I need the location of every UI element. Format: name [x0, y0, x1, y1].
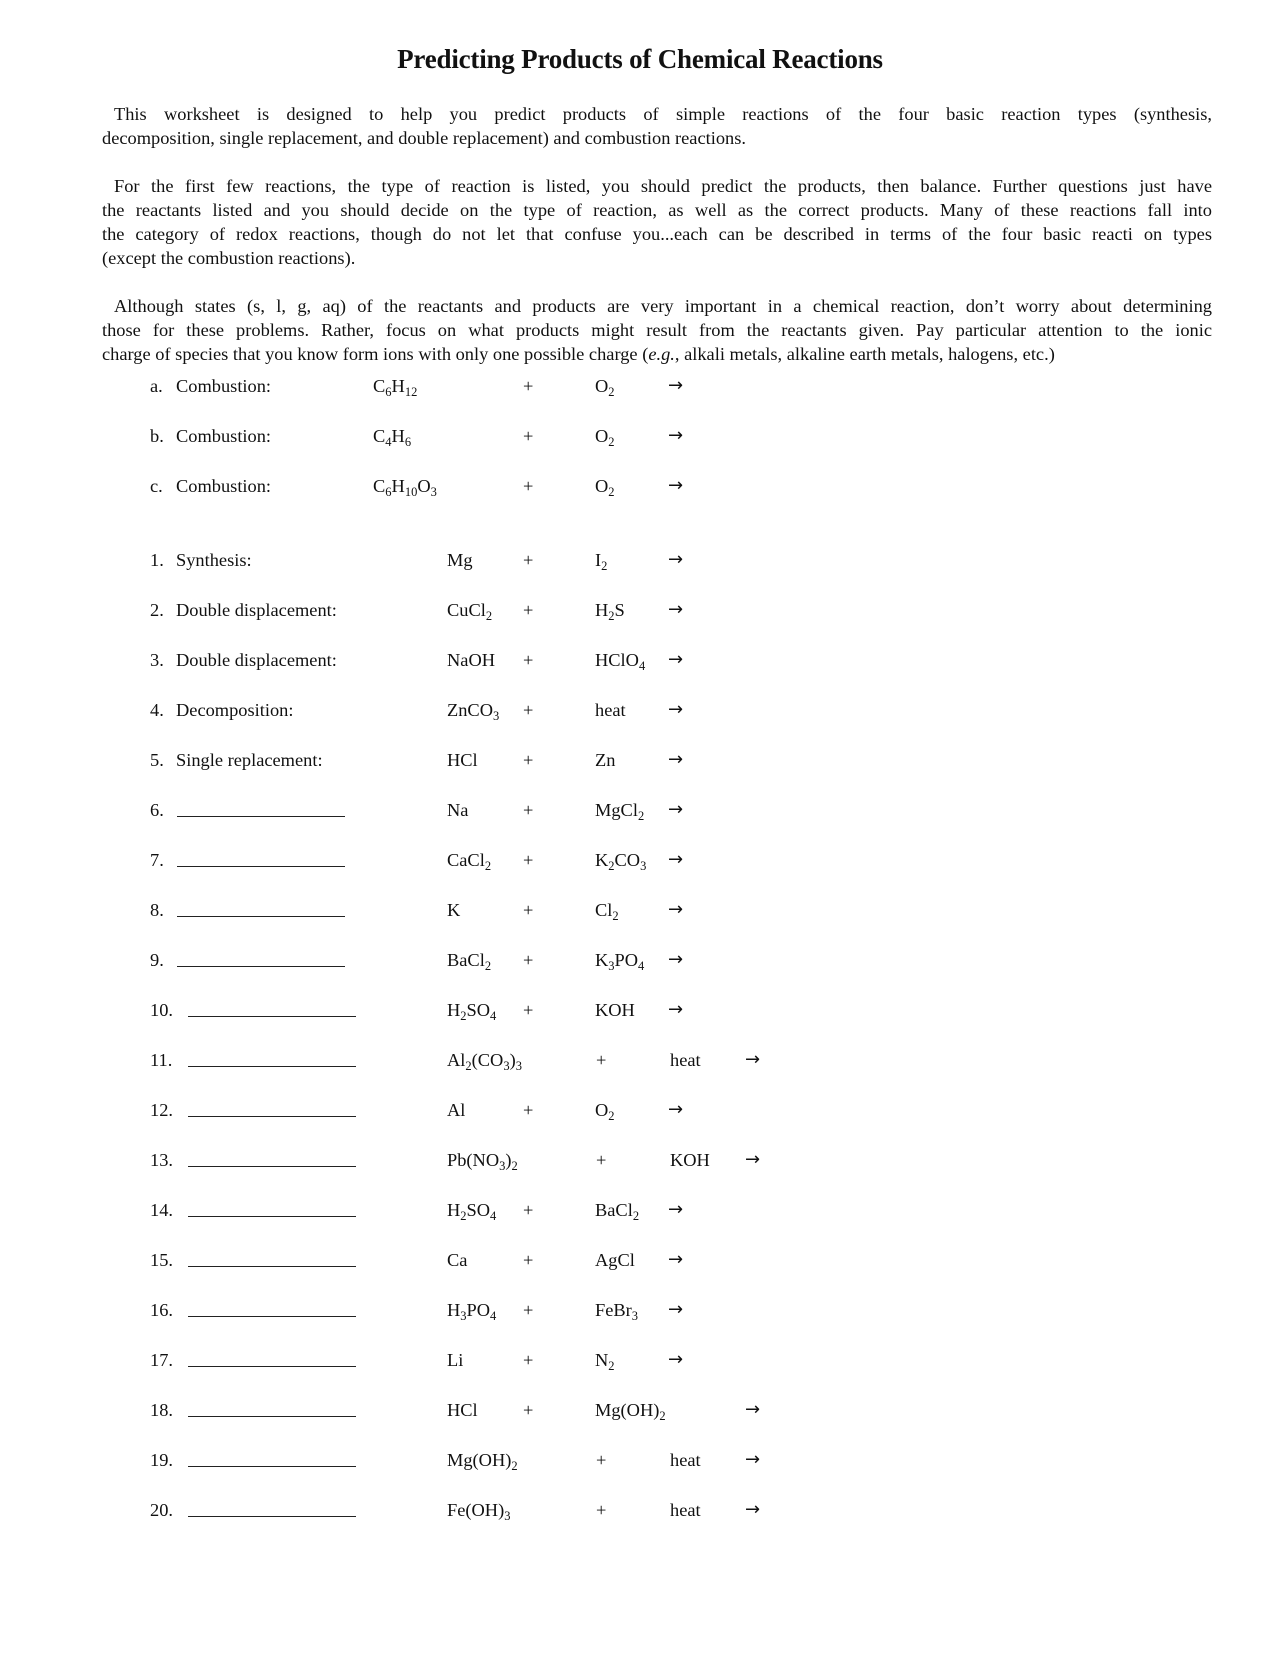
reaction-row — [0, 1446, 1280, 1474]
reactant-2: KOH — [595, 1000, 635, 1020]
plus-sign: + — [523, 1300, 534, 1320]
yields-arrow-icon: → — [668, 799, 684, 820]
reactant-1: $C_6H_{10}O_3$ — [373, 476, 437, 499]
reactant-2: $O_2$ — [595, 376, 615, 399]
question-number: 14. — [150, 1200, 173, 1220]
plus-sign: + — [523, 700, 534, 720]
reaction-type-answer-blank[interactable] — [188, 996, 356, 1017]
reaction-type-answer-blank[interactable] — [188, 1246, 356, 1267]
reaction-row — [0, 1046, 1280, 1074]
question-number: 17. — [150, 1350, 173, 1370]
question-number: 1. — [150, 550, 164, 570]
reactant-2: Zn — [595, 750, 616, 770]
yields-arrow-icon: → — [668, 549, 684, 570]
question-number: b. — [150, 426, 164, 446]
question-number: a. — [150, 376, 163, 396]
question-number: 4. — [150, 700, 164, 720]
yields-arrow-icon: → — [668, 599, 684, 620]
reactant-1: K — [447, 900, 461, 920]
reaction-row — [0, 372, 1280, 400]
reaction-type-answer-blank[interactable] — [188, 1096, 356, 1117]
reaction-row — [0, 1246, 1280, 1274]
yields-arrow-icon: → — [745, 1449, 761, 1470]
paragraph-line: the category of redox reactions, though do not let that confuse you...each can be described in terms of the four basic reacti on types — [102, 224, 1212, 244]
reaction-type-answer-blank[interactable] — [188, 1396, 356, 1417]
paragraph-line: For the first few reactions, the type of reaction is listed, you should predict the products, then balance. Further questions just have — [114, 176, 1212, 196]
reaction-row — [0, 1196, 1280, 1224]
question-number: 13. — [150, 1150, 173, 1170]
paragraph-line: Although states (s, l, g, aq) of the reactants and products are very important in a chemical reaction, don’t worry about determining — [114, 296, 1212, 316]
page-title: Predicting Products of Chemical Reactions — [397, 44, 883, 74]
reaction-type-label: Decomposition: — [176, 700, 294, 720]
yields-arrow-icon: → — [668, 1099, 684, 1120]
reactant-2: BaCl$_2$ — [595, 1200, 640, 1223]
question-number: 20. — [150, 1500, 173, 1520]
reaction-row — [0, 646, 1280, 674]
yields-arrow-icon: → — [668, 649, 684, 670]
plus-sign: + — [596, 1050, 607, 1070]
question-number: c. — [150, 476, 163, 496]
reaction-row — [0, 946, 1280, 974]
reaction-type-label: Double displacement: — [176, 650, 337, 670]
plus-sign: + — [523, 1100, 534, 1120]
reaction-row — [0, 1396, 1280, 1424]
reaction-type-label: Double displacement: — [176, 600, 337, 620]
plus-sign: + — [596, 1150, 607, 1170]
reactant-1: Na — [447, 800, 469, 820]
reaction-type-answer-blank[interactable] — [188, 1046, 356, 1067]
paragraph-line — [102, 342, 1212, 366]
yields-arrow-icon: → — [745, 1049, 761, 1070]
reactant-1: $H_3PO_4$ — [447, 1300, 497, 1323]
reactant-2: $Cl_2$ — [595, 900, 619, 923]
line-text: , alkali metals, alkaline earth metals, halogens, etc.) — [674, 344, 1055, 364]
question-number: 7. — [150, 850, 164, 870]
yields-arrow-icon: → — [668, 1249, 684, 1270]
reactant-2: HClO$_4$ — [595, 650, 646, 673]
yields-arrow-icon: → — [668, 475, 684, 496]
reactant-2: $H_2S$ — [595, 600, 625, 623]
reactant-1: CuCl$_2$ — [447, 600, 493, 623]
plus-sign: + — [523, 1200, 534, 1220]
reactant-1: $H_2SO_4$ — [447, 1000, 497, 1023]
reactant-1: $Fe(OH)_3$ — [447, 1500, 511, 1523]
question-number: 15. — [150, 1250, 173, 1270]
yields-arrow-icon: → — [668, 375, 684, 396]
reaction-type-answer-blank[interactable] — [188, 1446, 356, 1467]
plus-sign: + — [523, 950, 534, 970]
yields-arrow-icon: → — [668, 1199, 684, 1220]
question-number: 11. — [150, 1050, 173, 1070]
reactant-1: NaOH — [447, 650, 496, 670]
reactant-2: $K_2CO_3$ — [595, 850, 647, 873]
reaction-row — [0, 546, 1280, 574]
paragraph-line: the reactants listed and you should decide on the type of reaction, as well as the correct products. Many of these reactions fall into — [102, 200, 1212, 220]
reactant-2: KOH — [670, 1150, 710, 1170]
plus-sign: + — [523, 800, 534, 820]
reaction-type-answer-blank[interactable] — [177, 846, 345, 867]
question-number: 19. — [150, 1450, 173, 1470]
question-number: 16. — [150, 1300, 173, 1320]
plus-sign: + — [523, 900, 534, 920]
reactant-2: FeBr$_3$ — [595, 1300, 639, 1323]
reactant-1: Ca — [447, 1250, 468, 1270]
reaction-row — [0, 422, 1280, 450]
question-number: 2. — [150, 600, 164, 620]
plus-sign: + — [523, 376, 534, 396]
reaction-row — [0, 696, 1280, 724]
reaction-type-answer-blank[interactable] — [188, 1146, 356, 1167]
reactant-2: $K_3PO_4$ — [595, 950, 645, 973]
plus-sign: + — [523, 650, 534, 670]
reactant-1: $Al_2(CO_3)_3$ — [447, 1050, 522, 1073]
reaction-type-answer-blank[interactable] — [188, 1346, 356, 1367]
plus-sign: + — [523, 476, 534, 496]
reaction-row — [0, 746, 1280, 774]
reaction-row — [0, 1496, 1280, 1524]
reaction-type-label: Combustion: — [176, 376, 272, 396]
reaction-type-label: Combustion: — [176, 426, 272, 446]
reactant-1: ZnCO$_3$ — [447, 700, 500, 723]
reactant-2: $O_2$ — [595, 426, 615, 449]
plus-sign: + — [523, 1400, 534, 1420]
reaction-type-label: Single replacement: — [176, 750, 323, 770]
reactant-2: heat — [595, 700, 626, 720]
reactant-2: $O_2$ — [595, 1100, 615, 1123]
question-number: 3. — [150, 650, 164, 670]
reactant-2: heat — [670, 1450, 701, 1470]
question-number: 8. — [150, 900, 164, 920]
reaction-row — [0, 896, 1280, 924]
reactant-2: $I_2$ — [595, 550, 608, 573]
paragraph-line: decomposition, single replacement, and double replacement) and combustion reactions. — [102, 128, 746, 148]
reactant-2: AgCl — [595, 1250, 635, 1270]
reaction-row — [0, 1146, 1280, 1174]
reactant-2: heat — [670, 1050, 701, 1070]
yields-arrow-icon: → — [745, 1499, 761, 1520]
reaction-row — [0, 1096, 1280, 1124]
reactant-1: $C_4H_6$ — [373, 426, 412, 449]
yields-arrow-icon: → — [668, 749, 684, 770]
intro-paragraph-3 — [102, 294, 1212, 366]
reactant-1: HCl — [447, 1400, 478, 1420]
reactant-2: $O_2$ — [595, 476, 615, 499]
plus-sign: + — [523, 1250, 534, 1270]
reaction-row — [0, 596, 1280, 624]
yields-arrow-icon: → — [668, 699, 684, 720]
reactant-1: $H_2SO_4$ — [447, 1200, 497, 1223]
plus-sign: + — [596, 1450, 607, 1470]
reaction-type-label: Combustion: — [176, 476, 272, 496]
yields-arrow-icon: → — [668, 999, 684, 1020]
reaction-type-answer-blank[interactable] — [188, 1196, 356, 1217]
reactant-2: MgCl$_2$ — [595, 800, 645, 823]
reaction-row — [0, 796, 1280, 824]
reactant-1: $C_6H_{12}$ — [373, 376, 418, 399]
reaction-row — [0, 472, 1280, 500]
intro-paragraph-2 — [102, 174, 1212, 270]
question-number: 18. — [150, 1400, 173, 1420]
line-text: charge of species that you know form ions with only one possible charge ( — [102, 344, 649, 364]
question-number: 5. — [150, 750, 164, 770]
plus-sign: + — [596, 1500, 607, 1520]
question-number: 6. — [150, 800, 164, 820]
paragraph-line: This worksheet is designed to help you predict products of simple reactions of the four basic reaction types (synthesis, — [114, 104, 1212, 124]
reaction-type-label: Synthesis: — [176, 550, 252, 570]
yields-arrow-icon: → — [668, 849, 684, 870]
plus-sign: + — [523, 550, 534, 570]
reaction-row — [0, 1346, 1280, 1374]
reactant-1: $Mg(OH)_2$ — [447, 1450, 518, 1473]
yields-arrow-icon: → — [668, 949, 684, 970]
reaction-type-answer-blank[interactable] — [177, 896, 345, 917]
plus-sign: + — [523, 750, 534, 770]
reactant-2: $N_2$ — [595, 1350, 615, 1373]
yields-arrow-icon: → — [668, 1299, 684, 1320]
question-number: 10. — [150, 1000, 173, 1020]
reactant-1: Al — [447, 1100, 466, 1120]
paragraph-line: those for these problems. Rather, focus on what products might result from the reactants given. Pay particular attention to the ionic — [102, 320, 1212, 340]
reaction-type-answer-blank[interactable] — [188, 1296, 356, 1317]
plus-sign: + — [523, 1350, 534, 1370]
reaction-row — [0, 996, 1280, 1024]
question-number: 12. — [150, 1100, 173, 1120]
plus-sign: + — [523, 850, 534, 870]
reactant-1: CaCl$_2$ — [447, 850, 492, 873]
reactant-2: heat — [670, 1500, 701, 1520]
plus-sign: + — [523, 426, 534, 446]
reactant-1: BaCl$_2$ — [447, 950, 492, 973]
intro-paragraph-1 — [102, 102, 1212, 150]
reaction-type-answer-blank[interactable] — [177, 946, 345, 967]
yields-arrow-icon: → — [745, 1149, 761, 1170]
plus-sign: + — [523, 1000, 534, 1020]
question-number: 9. — [150, 950, 164, 970]
reaction-row — [0, 1296, 1280, 1324]
yields-arrow-icon: → — [745, 1399, 761, 1420]
reactant-2: $Mg(OH)_2$ — [595, 1400, 666, 1423]
reactant-1: Mg — [447, 550, 473, 570]
reactant-1: $Pb(NO_3)_2$ — [447, 1150, 518, 1173]
reactant-1: Li — [447, 1350, 464, 1370]
reaction-type-answer-blank[interactable] — [177, 796, 345, 817]
yields-arrow-icon: → — [668, 899, 684, 920]
italic-eg: e.g. — [648, 344, 675, 364]
reaction-row — [0, 846, 1280, 874]
yields-arrow-icon: → — [668, 425, 684, 446]
paragraph-line: (except the combustion reactions). — [102, 248, 356, 268]
reactant-1: HCl — [447, 750, 478, 770]
reaction-type-answer-blank[interactable] — [188, 1496, 356, 1517]
yields-arrow-icon: → — [668, 1349, 684, 1370]
plus-sign: + — [523, 600, 534, 620]
